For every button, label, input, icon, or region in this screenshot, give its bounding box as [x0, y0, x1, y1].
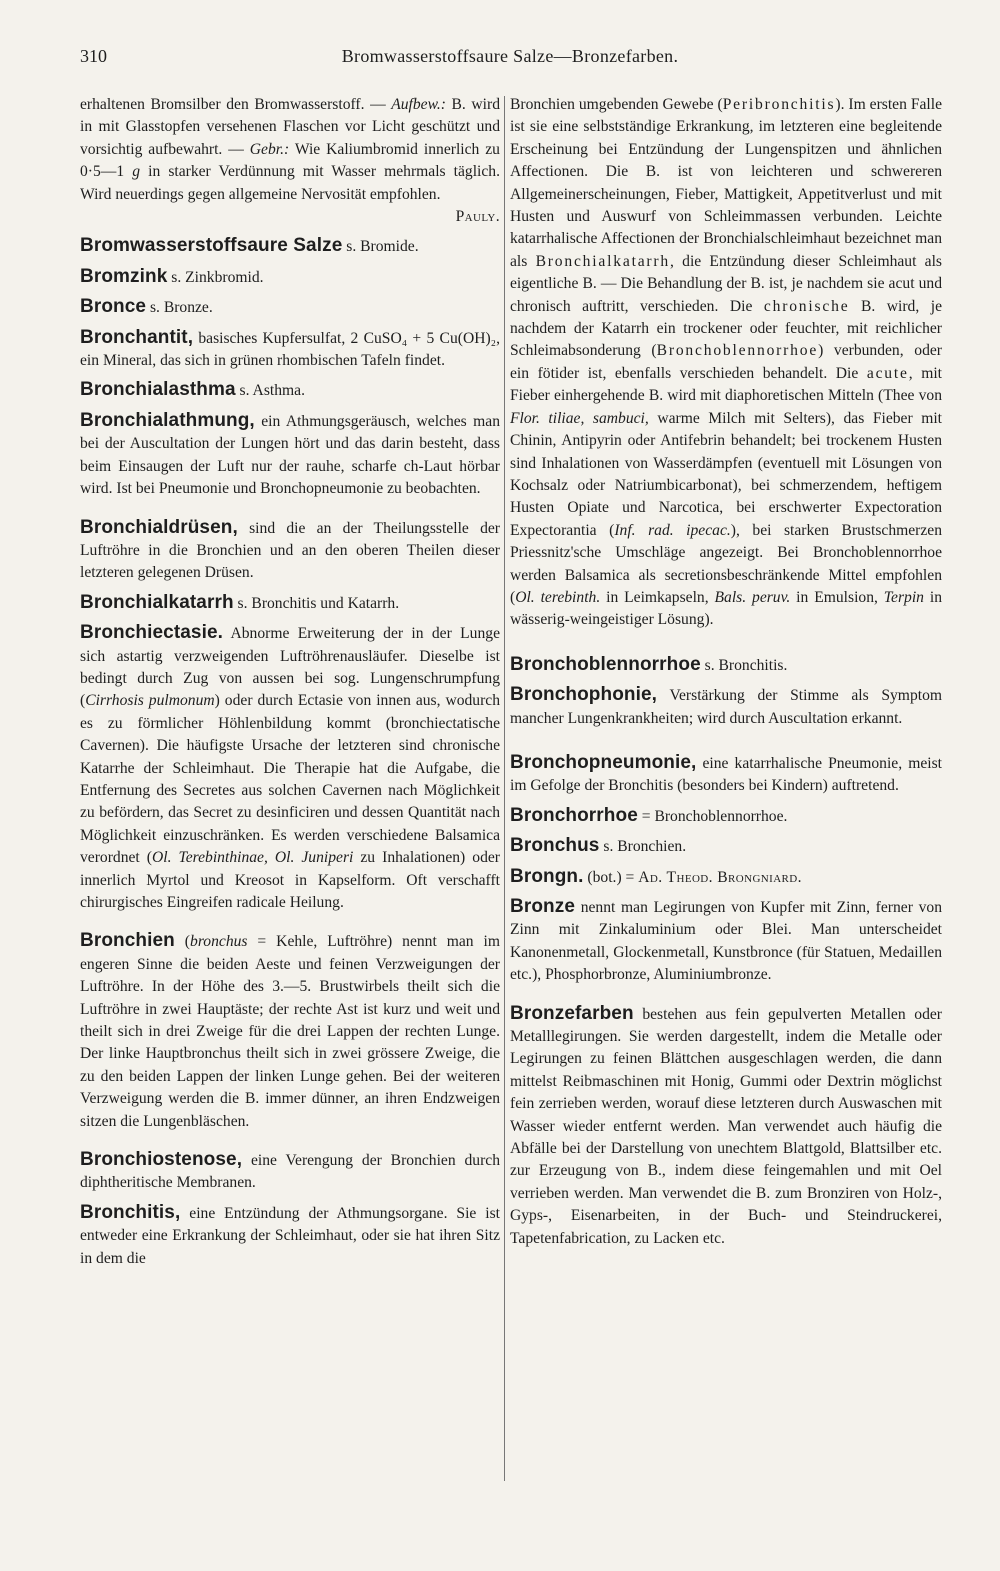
- headword: Bronchiectasie.: [80, 622, 223, 644]
- entry-bronchialdruesen: [80, 517, 500, 585]
- entry-text: = Bronchoblennorrhoe.: [637, 807, 788, 825]
- entry-text: , mit Fieber einhergehende B. wird mit diaphoretischen Mitteln (Thee von: [510, 364, 942, 405]
- entry-text: eine katarrhalische Pneumonie, meist im Gefolge der Bronchitis (besonders bei Kindern) auftretend.: [510, 754, 942, 795]
- entry-text: , die Entzündung dieser Schleimhaut als eigentliche B. — Die Behandlung der B. ist, je nachdem sie acut und chronisch auftritt, verschieden. Die: [510, 252, 942, 315]
- entry-text: ), bei starken Brustschmerzen Priessnitz'sche Umschläge angezeigt. Bei Bronchoblennorrhoe werden Balsamica als secretionsbeschränkende Mittel empfohlen (: [510, 521, 942, 606]
- entry-text: ) oder durch Ectasie von innen aus, wodurch es zu förmlicher Höhlenbildung kommt (bronchiectatische Cavernen). Die häufigste Ursache der letzteren sind chronische Katarrhe der Schleimhaut. Die Therapie hat die Aufgabe, die Entfernung des Secretes aus solchen Cavernen nach Möglichkeit zu befördern, das Secret zu desinficiren und dessen Quantität nach Möglichkeit einzuschränken. Es werden verschiedene Balsamica verordnet (: [80, 692, 501, 867]
- column-divider: [504, 96, 505, 1481]
- entry-bronchitis: [80, 1202, 500, 1270]
- headword: Bronchialdrüsen,: [80, 516, 238, 538]
- entry-text: erhaltenen Bromsilber den Bromwasserstoff. —: [80, 96, 392, 113]
- headword: Bronchialkatarrh: [80, 591, 234, 613]
- entry-text: s. Bronchitis und Katarrh.: [233, 594, 400, 612]
- headword: Bronchoblennorrhoe: [510, 653, 701, 675]
- entry-bronchialasthma: [80, 379, 500, 402]
- headword: Bronce: [80, 296, 147, 318]
- entry-bronchiostenose: [80, 1149, 500, 1195]
- headword: Bronchantit,: [80, 326, 194, 348]
- entry-text: in wässerig-weingeistiger Lösung).: [510, 588, 943, 629]
- entry-bronchus: [510, 835, 942, 858]
- page-header-title: Bromwasserstoffsaure Salze—Bronzefarben.: [341, 46, 679, 66]
- right-column: [510, 94, 942, 1257]
- headword: Bronchiostenose,: [80, 1149, 243, 1171]
- headword: Bronchien: [80, 930, 175, 952]
- headword: Bronchus: [510, 835, 600, 857]
- entry-text: sind die an der Theilungsstelle der Luftröhre in die Bronchien und an den oberen Theilen dieser letzteren gelegenen Drüsen.: [80, 519, 500, 582]
- entry-bromwasserstoff-continuation: [80, 94, 500, 228]
- entry-text: nennt man Legirungen von Kupfer mit Zinn, ferner von Zinn mit Zinkaluminium oder Blei. Man unterscheidet Kanonenmetall, Glockenmetall, Kunstbronce (für Statuen, Medaillen etc.), Phosphorbronze, Aluminiumbronze.: [510, 899, 942, 984]
- entry-bronchien: [80, 930, 500, 1133]
- left-column: [80, 94, 500, 1277]
- entry-bromzink: [80, 266, 500, 289]
- entry-text: ). Im ersten Falle ist sie eine selbstständige Erkrankung, im letzteren eine begleitende Erscheinung bei Entzündung der Lungenspitzen und ähnlichen Affectionen. Die B. ist von leichteren und schwereren Allgemeinerscheinungen, Fieber, Mattigkeit, Appetitverlust und mit Husten und Auswurf von Schleimmassen verbunden. Leichte katarrhalische Affectionen der Bronchialschleimhaut bezeichnet man als: [510, 96, 942, 270]
- headword: Bronchitis,: [80, 1201, 181, 1223]
- entry-text: Flor. tiliae, sambuci,: [510, 409, 649, 427]
- entry-text: acute: [866, 364, 909, 382]
- entry-text: basisches Kupfersulfat, 2 CuSO₄ + 5 Cu(OH)₂, ein Mineral, das sich in grünen rhombischen Tafeln findet.: [80, 329, 500, 370]
- entry-bronce: [80, 296, 500, 319]
- entry-text: B. wird in mit Glasstopfen versehenen Flaschen vor Licht geschützt und vorsichtig aufbewahrt. —: [80, 96, 500, 158]
- entry-text: Wie Kaliumbromid innerlich zu 0·5—1: [80, 140, 500, 181]
- entry-text: chronische: [763, 297, 850, 315]
- entry-bronchiectasie: [80, 622, 500, 914]
- entry-text: B. wird, je nachdem der Katarrh ein trockener oder feuchter, mit reichlicher Schleimabsonderung (: [510, 297, 943, 360]
- entry-text: ) verbunden, oder ein fötider ist, ebenfalls verschieden behandelt. Die: [510, 342, 942, 382]
- headword: Bromwasserstoffsaure Salze: [80, 235, 343, 257]
- entry-bronchitis-continuation: [510, 94, 942, 632]
- author-signature: Pauly.: [455, 208, 500, 226]
- entry-text: Cirrhosis pulmonum: [85, 692, 215, 710]
- headword: Bronchorrhoe: [510, 804, 638, 826]
- entry-text: warme Milch mit Selters), das Fieber mit Chinin, Antipyrin oder Antifebrin behandelt; bei trockenem Husten sind Inhalationen von Wasserdämpfen (eventuell mit Lösungen von Kochsalz oder Natriumbicarbonat), bei schmerzendem, heftigem Husten Opiate und Narcotica, bei erschwerter Expectoration Expectorantia (: [510, 409, 942, 539]
- entry-bronchialkatarrh: [80, 592, 500, 615]
- entry-text: zu Inhalationen) oder innerlich Myrtol und Kreosot in Kapselform. Oft verschafft chirurgisches Eingreifen radicale Heilung.: [80, 849, 500, 911]
- entry-text: Peribronchitis: [722, 96, 836, 113]
- headword: Bronchopneumonie,: [510, 751, 697, 773]
- entry-text: = Kehle, Luftröhre) nennt man im engeren Sinne die beiden Aeste und feinen Verzweigungen der Luftröhre. In der Höhe des 3.—5. Brustwirbels theilt sich die Luftröhre in zwei Hauptäste; der rechte Ast ist kurz und weit und theilt sich in drei Zweige für die drei Lappen der rechten Lunge. Der linke Hauptbronchus theilt sich in zwei grössere Zweige, die zu den beiden Lappen der linken Lunge gehen. Bei der weiteren Verzweigung werden die B. immer dünner, an ihren Endzweigen sitzen die Lungenbläschen.: [80, 933, 501, 1130]
- entry-bronchoblennorrhoe: [510, 654, 942, 677]
- entry-text: Terpin: [883, 588, 924, 606]
- entry-text: (bot.) =: [583, 868, 639, 886]
- headword: Bronchialathmung,: [80, 409, 255, 431]
- entry-text: eine Entzündung der Athmungsorgane. Sie ist entweder eine Erkrankung der Schleimhaut, oder sie hat ihren Sitz in dem die: [80, 1204, 500, 1267]
- entry-text: Verstärkung der Stimme als Symptom mancher Lungenkrankheiten; wird durch Auscultation erkannt.: [510, 687, 942, 727]
- entry-text: s. Bronchien.: [599, 838, 687, 856]
- entry-text: in Leimkapseln,: [600, 588, 715, 606]
- entry-text: Bronchoblennorrhoe: [656, 342, 819, 360]
- entry-text: s. Asthma.: [235, 382, 305, 400]
- entry-text: Aufbew.:: [391, 96, 446, 113]
- entry-text: in Emulsion,: [790, 588, 884, 606]
- entry-text: (: [174, 933, 191, 951]
- entry-text: bronchus: [190, 933, 248, 951]
- entry-text: Ol. Terebinthinae, Ol. Juniperi: [151, 849, 354, 867]
- entry-bronchopneumonie: [510, 752, 942, 798]
- entry-bronchantit: [80, 327, 500, 373]
- entry-text: s. Bronze.: [146, 299, 213, 317]
- entry-text: Bronchien umgebenden Gewebe (: [510, 96, 723, 113]
- entry-text: Abnorme Erweiterung der in der Lunge sich astartig verzweigenden Luftröhrenausläufer. Dieselbe ist bedingt durch Zug von aussen bei sog. Lungenschrumpfung (: [80, 625, 500, 710]
- headword: Bronchialasthma: [80, 379, 236, 401]
- entry-text: Inf. rad. ipecac.: [614, 521, 731, 539]
- headword: Bronze: [510, 896, 575, 917]
- entry-brongn: [510, 866, 942, 889]
- author-name: Ad. Theod. Brongniard.: [638, 868, 802, 886]
- entry-text: Ol. terebinth.: [515, 588, 601, 606]
- entry-text: s. Zinkbromid.: [167, 268, 264, 286]
- headword: Bromzink: [80, 265, 168, 287]
- entry-text: Bals. peruv.: [714, 588, 791, 606]
- entry-bronchialathmung: [80, 410, 500, 501]
- entry-text: Bronchialkatarrh: [535, 252, 671, 270]
- page-number: 310: [80, 46, 107, 66]
- entry-bronze: [510, 896, 942, 987]
- entry-text: g: [132, 163, 141, 181]
- headword: Brongn.: [510, 865, 584, 887]
- headword: Bronchophonie,: [510, 684, 658, 706]
- entry-bromwasserstoffsaure-salze: [80, 235, 500, 258]
- entry-bronchorrhoe: [510, 805, 942, 828]
- headword: Bronzefarben: [510, 1002, 634, 1024]
- entry-bronchophonie: [510, 684, 942, 730]
- running-head: [80, 46, 940, 76]
- entry-text: bestehen aus fein gepulverten Metallen oder Metalllegirungen. Sie werden dargestellt, indem die Metalle oder Legirungen zu feinen Blättchen ausgeschlagen werden, die dann mittelst Reibmaschinen mit Honig, Gummi oder Dextrin möglichst fein zerrieben werden, worauf diese letzteren durch Auswaschen mit Wasser wieder entfernt werden. Man verwendet auch häufig die Abfälle bei der Darstellung von unechtem Blattgold, Blattsilber etc. zur Erzeugung von B., indem diese feingemahlen und mit Oel verrieben werden. Man verwendet die B. zum Bronziren von Holz-, Gyps-, Eisenarbeiten, in der Buch- und Steindruckerei, Tapetenfabrication, zu Lacken etc.: [510, 1005, 942, 1247]
- entry-text: in starker Verdünnung mit Wasser mehrmals täglich. Wird neuerdings gegen allgemeine Nervosität empfohlen.: [80, 163, 501, 203]
- entry-text: ein Athmungsgeräusch, welches man bei der Auscultation der Lungen hört und das darin besteht, dass beim Einsaugen der Luft nur der rauhe, scharfe ch-Laut hörbar wird. Ist bei Pneumonie und Bronchopneumonie zu beobachten.: [80, 412, 500, 498]
- entry-text: eine Verengung der Bronchien durch diphtheritische Membranen.: [80, 1152, 500, 1192]
- entry-text: Gebr.:: [249, 140, 290, 158]
- entry-bronzefarben: [510, 1003, 942, 1250]
- entry-text: s. Bronchitis.: [700, 656, 788, 674]
- entry-text: s. Bromide.: [342, 238, 419, 256]
